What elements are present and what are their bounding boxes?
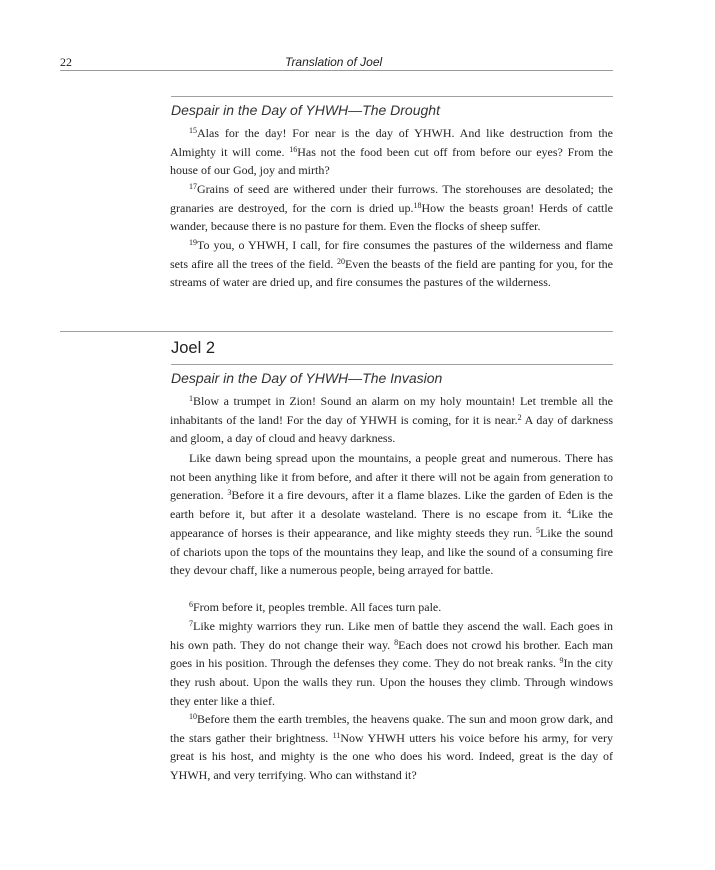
section-rule-top	[171, 96, 613, 97]
verse-text: Like the appearance of horses is their appearance, and like mighty steeds they run.	[170, 507, 613, 540]
chapter-divider	[60, 331, 613, 332]
chapter-title: Joel 2	[171, 339, 216, 357]
verse-number: 9	[559, 656, 564, 666]
verse-paragraph	[170, 449, 613, 580]
section-rule	[171, 364, 613, 365]
verse-text: Even the beasts of the field are panting for you, for the streams of water are dried up, and fire consumes the pastures of the wilderness.	[170, 256, 614, 290]
verse-number: 16	[289, 144, 298, 154]
verse-paragraph	[170, 598, 613, 617]
verse-number: 4	[566, 507, 571, 517]
verse-text: Each does not crowd his brother. Each man goes in his position. Through the defenses they come. They do not break ranks.	[170, 637, 613, 671]
verse-text: Has not the food been cut off from before our eyes? From the house of our God, joy and mirth?	[170, 144, 613, 178]
verse-number: 19	[189, 238, 197, 247]
verse-text: Like dawn being spread upon the mountains, a people great and numerous. There has not been anything like it from before, and after it there will not be again from generation to generation.	[170, 451, 613, 503]
verse-text: Grains of seed are withered under their furrows. The storehouses are desolated; the granaries are destroyed, for the corn is dried up.	[170, 182, 613, 215]
verse-text: Now YHWH utters his voice before his army, for very great is his host, and mighty is the one who does his word. Indeed, great is the day of YHWH, and very terrifying. Who can withstand it?	[170, 730, 614, 783]
page-number: 22	[60, 55, 72, 69]
verse-text: Blow a trumpet in Zion! Sound an alarm on my holy mountain! Let tremble all the inhabitants of the land! For the day of YHWH is coming, for it is near.	[170, 394, 613, 427]
section-title-drought: Despair in the Day of YHWH—The Drought	[171, 102, 440, 118]
verse-number: 8	[394, 637, 399, 647]
verse-number: 20	[336, 256, 345, 266]
verse-paragraph	[170, 710, 613, 785]
verse-text: A day of darkness and gloom, a day of cloud and heavy darkness.	[170, 412, 614, 446]
verse-text: Like the sound of chariots upon the tops of the mountains they leap, and like the sound of a consuming fire they devour chaff, like a numerous people, being arrayed for battle.	[170, 525, 613, 578]
verse-paragraph	[170, 236, 613, 292]
verse-text: To you, o YHWH, I call, for fire consumes the pastures of the wilderness and flame sets afire all the trees of the field.	[170, 238, 613, 271]
verse-text: How the beasts groan! Herds of cattle wander, because there is no pasture for them. Even the flocks of sheep suffer.	[170, 200, 613, 234]
verse-text: Like mighty warriors they run. Like men of battle they ascend the wall. Each goes in his own path. They do not change their way.	[170, 619, 613, 652]
verse-number: 6	[189, 600, 193, 609]
verse-number: 18	[413, 200, 422, 210]
verse-paragraph	[170, 124, 613, 180]
verse-paragraph	[170, 180, 613, 236]
verse-number: 15	[189, 126, 197, 135]
verse-number: 1	[189, 394, 193, 403]
verse-paragraph	[170, 392, 613, 448]
running-header	[60, 54, 613, 71]
verse-text: Alas for the day! For near is the day of YHWH. And like destruction from the Almighty it will come.	[170, 126, 613, 159]
verse-text: Before it a fire devours, after it a flame blazes. Like the garden of Eden is the earth before it, but after it a desolate wasteland. There is no escape from it.	[170, 488, 613, 522]
verse-text: Before them the earth trembles, the heavens quake. The sun and moon grow dark, and the stars gather their brightness.	[170, 712, 613, 745]
verse-number: 5	[535, 525, 540, 535]
verse-number: 17	[189, 182, 197, 191]
verse-text: From before it, peoples tremble. All faces turn pale.	[193, 600, 442, 614]
verse-number: 3	[227, 488, 232, 498]
running-title: Translation of Joel	[285, 55, 383, 69]
verse-number: 2	[517, 412, 522, 422]
verse-number: 11	[332, 730, 341, 740]
verse-number: 10	[189, 712, 197, 721]
verse-text: In the city they rush about. Upon the walls they run. Upon the houses they climb. Through windows they enter like a thief.	[170, 656, 614, 708]
verse-number: 7	[189, 619, 193, 628]
section-title-invasion: Despair in the Day of YHWH—The Invasion	[171, 370, 443, 386]
verse-paragraph	[170, 617, 613, 711]
